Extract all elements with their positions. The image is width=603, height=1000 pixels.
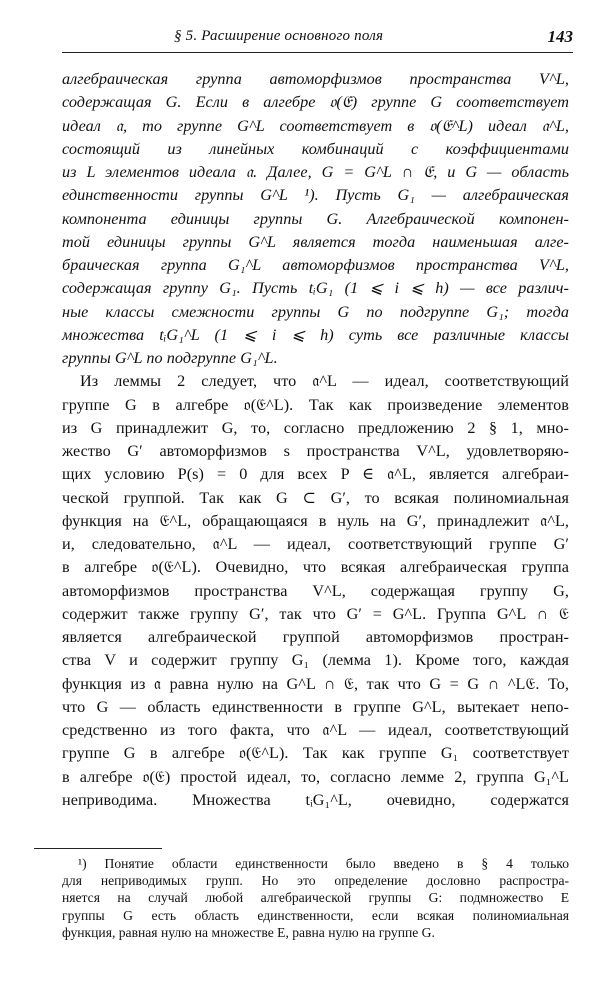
text-line: содержит также группу G′, так что G′ = G^L. Группа G^L ∩ 𝔈 xyxy=(62,604,569,623)
footnote-line: няется на случай любой алгебраической группы G: подмножество E xyxy=(62,890,569,906)
text-line: что G — область единственности в группе G^L, вытекает непо- xyxy=(62,697,569,716)
footnote-rule xyxy=(34,848,162,849)
text-line: ства V и содержит группу G₁ (лемма 1). Кроме того, каждая xyxy=(62,651,569,670)
text-line: группе G в алгебре 𝔬(𝔈^L). Так как произведение элементов xyxy=(62,395,569,414)
text-line: жество G′ автоморфизмов s пространства V^L, удовлетворяю- xyxy=(62,442,569,460)
text-line: содержащая G. Если в алгебре 𝔬(𝔈) группе G соответствует xyxy=(62,93,569,112)
footnote-line: функция, равная нулю на множестве E, равна нулю на группе G. xyxy=(62,924,435,940)
text-line: компонента единицы группы G. Алгебраической компонен- xyxy=(62,209,569,228)
text-line: группе G в алгебре 𝔬(𝔈^L). Так как группе G₁ соответствует xyxy=(62,744,569,763)
text-line: той единицы группы G^L является тогда наименьшая алге- xyxy=(62,232,569,251)
text-line: алгебраическая группа автоморфизмов пространства V^L, xyxy=(62,70,569,88)
text-line: содержащая группу G₁. Пусть tᵢG₁ (1 ⩽ i ⩽ h) — все различ- xyxy=(62,279,569,298)
text-line: единственности группы G^L ¹). Пусть G₁ — алгебраическая xyxy=(62,186,569,205)
footnote-line: ¹) Понятие области единственности было введено в § 4 только xyxy=(78,856,569,871)
text-line: идеал 𝔞, то группе G^L соответствует в 𝔬(𝔈^L) идеал 𝔞^L, xyxy=(62,116,569,135)
text-line: из G принадлежит G, то, согласно предложению 2 § 1, мно- xyxy=(62,418,569,437)
text-line: состоящий из линейных комбинаций с коэффициентами xyxy=(62,139,569,158)
running-header xyxy=(62,28,573,52)
text-line: группы G^L по подгруппе G₁^L. xyxy=(62,349,278,367)
text-line: средственно из того факта, что 𝔞^L — идеал, соответствующий xyxy=(62,721,569,739)
footnote-line: для неприводимых групп. Но это определение дословно распростра- xyxy=(62,873,569,889)
text-line: автоморфизмов пространства V^L, содержащая группу G, xyxy=(62,581,569,600)
text-line: множества tᵢG₁^L (1 ⩽ i ⩽ h) суть все различные классы xyxy=(62,325,569,344)
main-text xyxy=(62,68,569,812)
text-line: из L элементов идеала 𝔞. Далее, G = G^L ∩ 𝔈, и G — область xyxy=(62,163,569,181)
text-line: ные классы смежности группы G по подгруппе G₁; тогда xyxy=(62,302,569,321)
footnote-line: группы G есть область единственности, если всякая полиномиальная xyxy=(62,907,569,923)
text-line: функция на 𝔈^L, обращающаяся в нуль на G′, принадлежит 𝔞^L, xyxy=(62,511,569,530)
text-line: в алгебре 𝔬(𝔈) простой идеал, то, согласно лемме 2, группа G₁^L xyxy=(62,767,569,786)
text-line: неприводима. Множества tᵢG₁^L, очевидно, содержатся xyxy=(62,790,569,809)
footnote xyxy=(62,855,569,941)
text-line: функция из 𝔞 равна нулю на G^L ∩ 𝔈, так что G = G ∩ ^L𝔈. То, xyxy=(62,674,569,693)
text-line: ческой группой. Так как G ⊂ G′, то всякая полиномиальная xyxy=(62,488,569,507)
text-line: является алгебраической группой автоморфизмов простран- xyxy=(62,628,569,646)
section-title: § 5. Расширение основного поля xyxy=(174,28,384,44)
text-line: в алгебре 𝔬(𝔈^L). Очевидно, что всякая алгебраическая группа xyxy=(62,558,569,577)
text-line: щих условию P(s) = 0 для всех P ∈ 𝔞^L, является алгебраи- xyxy=(62,465,569,484)
text-line: браическая группа G₁^L автоморфизмов пространства V^L, xyxy=(62,256,569,274)
page-number: 143 xyxy=(547,27,573,46)
header-rule xyxy=(62,52,573,53)
text-line: и, следовательно, 𝔞^L — идеал, соответствующий группе G′ xyxy=(62,535,569,553)
text-line: Из леммы 2 следует, что 𝔞^L — идеал, соответствующий xyxy=(80,372,569,391)
